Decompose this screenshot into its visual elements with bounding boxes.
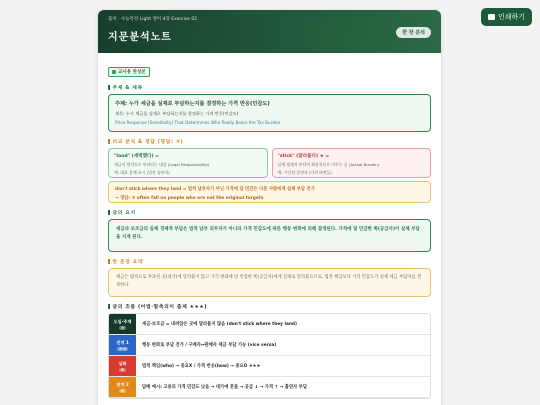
summary-heading-text: 한 문장 요약 <box>112 260 144 265</box>
flow-stage-name: 도입·주제 <box>113 318 132 324</box>
print-button-label: 인쇄하기 <box>497 13 525 21</box>
printer-icon <box>488 14 495 20</box>
teacher-tag-label: 교사용 완성본 <box>118 70 146 75</box>
thesis-box: 세금과 보조금의 실제 경제적 부담은 법적 납부 의무자가 아니라 가격 민감도에 따른 행동 변화에 의해 결정된다. 가격에 덜 민감한 쪽(공급자)이 실제 부담을 지게 된다. <box>108 219 431 252</box>
flow-stage-label <box>109 377 136 397</box>
thesis-heading-text: 글의 요지 <box>112 211 136 216</box>
flow-stage-number: ④ <box>120 367 125 372</box>
contrast-columns <box>108 148 431 178</box>
topic-heading-text: 주제 & 제목 <box>112 86 143 91</box>
flow-stage-text: 담배 예시: 고용의 가격 민감도 낮음 → 대가에 흔들 → 공급 ↓ → 가격 ↑ → 흡연자 부담 <box>142 385 307 390</box>
flow-section-heading <box>108 303 431 310</box>
flow-stage-label <box>109 335 136 355</box>
contrast-section-heading <box>108 138 431 145</box>
section-bar <box>108 139 110 144</box>
contrast-heading-text: 비교 분석 & 정답 (명답: ③) <box>112 140 184 145</box>
stick-card-line: 실제 경제적 부담이 최종적으로 머무는 곳 (Actual Burden) <box>277 162 380 167</box>
topic-english-title: Price Response (Sensitivity) That Determines Who Really Bears the Tax Burden <box>115 120 281 125</box>
flow-stage-number: ① <box>120 325 125 330</box>
flow-row <box>109 356 430 377</box>
breadcrumb: 출처 · 수능특강 Light 영어 4강 Exercise 02 <box>108 17 198 22</box>
section-bar <box>108 85 110 90</box>
flow-stage-label <box>109 356 136 376</box>
flow-table <box>108 313 431 399</box>
header-badge: 한 장 분석 <box>396 27 431 38</box>
page-content <box>98 53 441 405</box>
land-card <box>108 148 268 178</box>
land-card-line: 세금이 법적으로 부과되는 대상 (Legal Responsibility) <box>114 162 210 167</box>
flow-stage-name: 심화 <box>118 360 127 366</box>
answer-box <box>108 181 431 203</box>
flow-row <box>109 335 430 356</box>
flow-stage-name: 전개 2 <box>116 381 129 387</box>
section-bar <box>108 259 110 264</box>
answer-explanation: don't stick where they land = 법적 납부자가 아닌 가격에 담 민감은 다른 사람에게 실제 부담 전가 <box>115 187 315 192</box>
topic-section-heading <box>108 84 431 91</box>
print-button[interactable] <box>481 8 532 26</box>
flow-stage-label <box>109 314 136 334</box>
flow-stage-number: ②-③ <box>118 346 127 351</box>
teacher-tag <box>108 67 150 77</box>
stick-card <box>272 148 432 178</box>
check-icon <box>112 70 116 74</box>
flow-stage-text: 행동 변화로 부담 전가 / 구매자↔판매자 세금 부담 가능 (vice versa) <box>142 343 277 348</box>
summary-box: 세금은 법적으로 부과된 곳(대가)에 달라붙지 않고 가격 변화에 덜 민감한 쪽(공급자)에게 실제로 달라붙으므로, 법적 책임보다 가격 민감도가 실제 세금 부담자를 결정한다. <box>108 268 431 297</box>
flow-row <box>109 377 430 398</box>
flow-row <box>109 314 430 335</box>
land-card-line: 예: 대표 상에 표시 (법적 납부자) <box>114 170 170 175</box>
flow-stage-text: 세금·보조금 = 내려앉은 곳에 달라붙지 않음 (don't stick where they land) <box>142 322 297 327</box>
section-bar <box>108 304 110 309</box>
topic-korean-title: 제목: 누가 세금을 실제로 부담하는지를 결정하는 가격 반응(민감도) <box>115 111 239 116</box>
page-title: 지문분석노트 <box>108 32 172 43</box>
topic-main: 주제: 누가 세금을 실제로 부담하는지를 결정하는 가격 반응(민감도) <box>115 101 270 107</box>
topic-box <box>108 94 431 132</box>
page-header <box>98 10 441 53</box>
flow-stage-text: 법적 책임(who) → 중요X / 가격 반응(how) → 중요O ★★★ <box>142 364 261 369</box>
note-page <box>98 10 441 405</box>
section-bar <box>108 210 110 215</box>
flow-stage-name: 전개 1 <box>116 339 129 345</box>
stick-card-title: "stick" (달라붙다) ★ = <box>277 154 330 159</box>
stick-card-line: 예: 가난한 중변자 (가격 바변들) <box>277 170 332 175</box>
summary-section-heading <box>108 258 431 265</box>
flow-stage-number: ⑤ <box>120 388 125 393</box>
thesis-section-heading <box>108 209 431 216</box>
answer-line: → 정답: ③ often fall on people who are not the original targets <box>115 196 264 201</box>
land-card-title: "land" (세력했다) = <box>114 154 160 159</box>
flow-heading-text: 글의 흐름 (어법·함축의미 출제 ★★★) <box>112 305 208 310</box>
